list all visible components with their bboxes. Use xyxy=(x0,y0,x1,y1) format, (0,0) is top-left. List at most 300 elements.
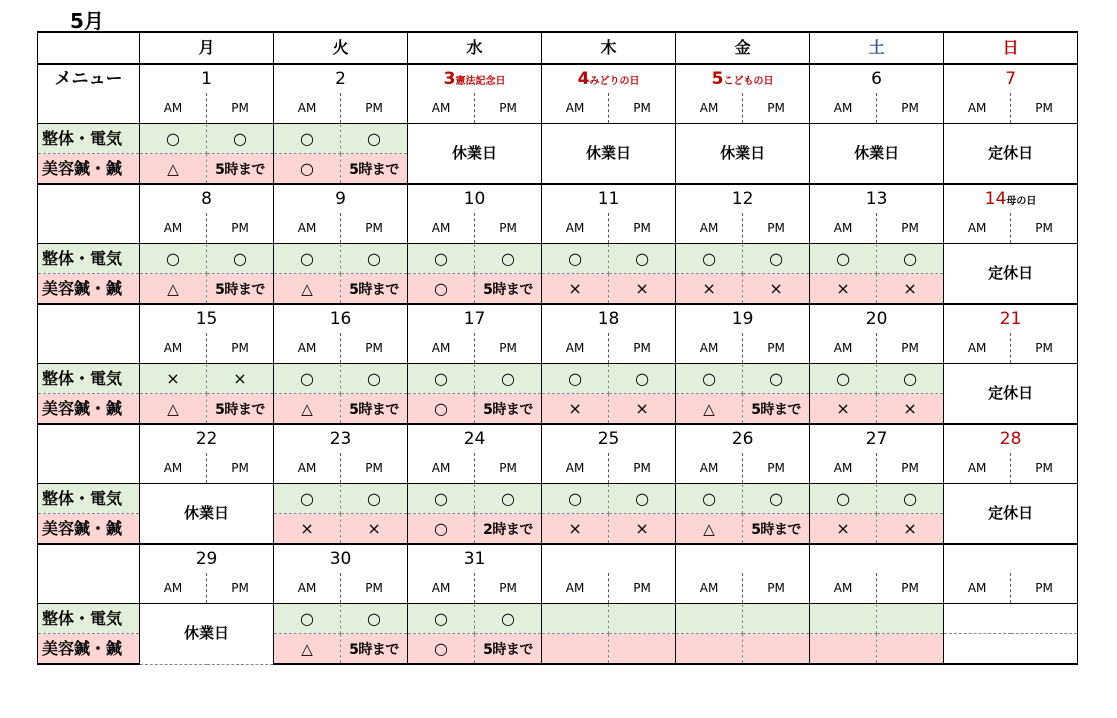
am-label: AM xyxy=(944,453,1011,484)
pm-status xyxy=(341,604,408,634)
menu-header xyxy=(38,424,140,484)
availability-mark: × xyxy=(233,368,247,388)
menu-label-biyoshin: 美容鍼・鍼 xyxy=(38,274,140,305)
pm-label: PM xyxy=(743,333,810,364)
availability-mark: × xyxy=(836,518,850,538)
pm-status xyxy=(207,244,274,274)
pm-label: PM xyxy=(1011,333,1078,364)
availability-mark: ○ xyxy=(166,128,180,148)
day-number: 21 xyxy=(999,308,1022,329)
pm-label: PM xyxy=(877,573,944,604)
day-number: 13 xyxy=(865,188,888,209)
am-label: AM xyxy=(140,573,207,604)
availability-mark: ○ xyxy=(836,248,851,268)
am-status xyxy=(810,244,877,274)
pm-status xyxy=(609,604,676,634)
day-number-cell xyxy=(408,64,542,93)
pm-status xyxy=(743,514,810,545)
pm-label: PM xyxy=(475,453,542,484)
pm-label: PM xyxy=(1011,93,1078,124)
pm-status xyxy=(877,364,944,394)
pm-label: PM xyxy=(341,213,408,244)
day-number: 6 xyxy=(871,68,882,89)
availability-mark: ○ xyxy=(903,248,918,268)
day-number: 1 xyxy=(201,68,212,89)
am-label: AM xyxy=(140,213,207,244)
am-status xyxy=(274,484,341,514)
day-number: 12 xyxy=(731,188,754,209)
day-number-cell xyxy=(944,424,1078,453)
am-status xyxy=(810,274,877,305)
pm-status xyxy=(341,274,408,305)
day-number-cell xyxy=(542,424,676,453)
closed-status: 定休日 xyxy=(944,124,1078,185)
am-label: AM xyxy=(810,453,877,484)
menu-header: メニュー xyxy=(38,64,140,124)
day-number-cell xyxy=(676,184,810,213)
day-number-cell xyxy=(274,184,408,213)
availability-mark: ○ xyxy=(501,488,516,508)
pm-status xyxy=(207,364,274,394)
pm-status xyxy=(341,394,408,425)
availability-mark: △ xyxy=(703,519,715,538)
day-number: 19 xyxy=(731,308,754,329)
availability-mark: ○ xyxy=(702,368,717,388)
weekday-header: 日 xyxy=(944,32,1078,64)
pm-label: PM xyxy=(743,453,810,484)
day-number: 25 xyxy=(597,428,620,449)
menu-label-biyoshin: 美容鍼・鍼 xyxy=(38,514,140,545)
am-status xyxy=(810,634,877,665)
am-status xyxy=(274,394,341,425)
am-status xyxy=(274,364,341,394)
day-number-cell xyxy=(140,184,274,213)
corner-cell xyxy=(38,32,140,64)
availability-mark: ○ xyxy=(434,398,449,418)
availability-mark: ○ xyxy=(568,488,583,508)
availability-mark: 5時まで xyxy=(349,401,399,418)
availability-mark: × xyxy=(635,398,649,418)
am-status xyxy=(274,154,341,185)
am-label: AM xyxy=(542,333,609,364)
am-label: AM xyxy=(408,213,475,244)
am-label: AM xyxy=(274,213,341,244)
am-status xyxy=(542,634,609,665)
availability-mark: × xyxy=(166,368,180,388)
am-status xyxy=(676,514,743,545)
day-number: 18 xyxy=(597,308,620,329)
am-label: AM xyxy=(274,333,341,364)
availability-mark: ○ xyxy=(635,488,650,508)
availability-mark: ○ xyxy=(568,368,583,388)
am-status xyxy=(274,514,341,545)
availability-mark: × xyxy=(903,278,917,298)
am-label: AM xyxy=(542,573,609,604)
closed-status: 休業日 xyxy=(140,484,274,545)
availability-mark: ○ xyxy=(568,248,583,268)
availability-mark: ○ xyxy=(769,368,784,388)
am-status xyxy=(676,634,743,665)
pm-status xyxy=(475,244,542,274)
pm-status xyxy=(341,154,408,185)
am-label: AM xyxy=(676,93,743,124)
day-number-cell xyxy=(810,544,944,573)
day-number-cell xyxy=(274,544,408,573)
am-status xyxy=(140,154,207,185)
am-status xyxy=(542,484,609,514)
menu-label-seitai: 整体・電気 xyxy=(38,244,140,274)
availability-mark: × xyxy=(903,398,917,418)
day-number: 9 xyxy=(335,188,346,209)
day-number: 7 xyxy=(1005,68,1017,89)
availability-mark: × xyxy=(568,278,582,298)
availability-mark: ○ xyxy=(233,128,247,148)
pm-status xyxy=(877,634,944,665)
pm-label: PM xyxy=(341,573,408,604)
day-number-cell xyxy=(140,424,274,453)
availability-mark: 5時まで xyxy=(751,401,801,418)
availability-mark: × xyxy=(836,278,850,298)
pm-status xyxy=(877,514,944,545)
day-number: 5 xyxy=(711,68,724,89)
pm-label: PM xyxy=(743,573,810,604)
am-status xyxy=(274,244,341,274)
availability-mark: ○ xyxy=(233,248,247,268)
pm-label: PM xyxy=(1011,453,1078,484)
availability-mark: × xyxy=(903,518,917,538)
am-status xyxy=(140,244,207,274)
am-status xyxy=(542,604,609,634)
availability-mark: △ xyxy=(301,639,313,658)
availability-mark: ○ xyxy=(702,248,717,268)
menu-header xyxy=(38,304,140,364)
weekday-header: 水 xyxy=(408,32,542,64)
pm-status xyxy=(609,274,676,305)
day-number: 2 xyxy=(335,68,346,89)
availability-mark: ○ xyxy=(300,608,314,628)
weekday-header: 木 xyxy=(542,32,676,64)
availability-mark: × xyxy=(635,278,649,298)
am-label: AM xyxy=(810,333,877,364)
pm-label: PM xyxy=(877,93,944,124)
am-status xyxy=(274,124,341,154)
day-number: 4 xyxy=(577,68,590,89)
availability-mark: ○ xyxy=(434,488,449,508)
am-label: AM xyxy=(676,213,743,244)
pm-status xyxy=(743,634,810,665)
pm-status xyxy=(475,514,542,545)
pm-status xyxy=(743,604,810,634)
availability-mark: 5時まで xyxy=(215,401,265,418)
availability-mark: × xyxy=(300,518,314,538)
day-number-cell xyxy=(140,304,274,333)
pm-label: PM xyxy=(609,93,676,124)
availability-mark: ○ xyxy=(300,128,314,148)
schedule-calendar xyxy=(37,31,1078,665)
am-status xyxy=(408,244,475,274)
pm-label: PM xyxy=(475,333,542,364)
pm-label: PM xyxy=(341,333,408,364)
am-label: AM xyxy=(944,573,1011,604)
day-number: 22 xyxy=(195,428,218,449)
am-label: AM xyxy=(274,453,341,484)
am-status xyxy=(140,124,207,154)
availability-mark: ○ xyxy=(903,488,918,508)
menu-label-biyoshin: 美容鍼・鍼 xyxy=(38,154,140,185)
availability-mark: ○ xyxy=(367,608,381,628)
weekday-header: 金 xyxy=(676,32,810,64)
availability-mark: ○ xyxy=(367,248,381,268)
day-number: 28 xyxy=(999,428,1022,449)
day-number: 24 xyxy=(463,428,486,449)
pm-label: PM xyxy=(743,93,810,124)
pm-label: PM xyxy=(609,573,676,604)
availability-mark: ○ xyxy=(501,248,516,268)
am-status xyxy=(408,604,475,634)
closed-status: 定休日 xyxy=(944,364,1078,425)
day-number: 26 xyxy=(731,428,754,449)
pm-label: PM xyxy=(1011,573,1078,604)
day-number-cell xyxy=(944,64,1078,93)
availability-mark: ○ xyxy=(635,248,650,268)
menu-header xyxy=(38,544,140,604)
am-label: AM xyxy=(676,333,743,364)
day-number: 11 xyxy=(597,188,620,209)
availability-mark: × xyxy=(367,518,381,538)
closed-status: 休業日 xyxy=(140,604,274,665)
availability-mark: × xyxy=(769,278,783,298)
am-label: AM xyxy=(140,453,207,484)
pm-status xyxy=(341,634,408,665)
weekday-header: 土 xyxy=(810,32,944,64)
am-status xyxy=(274,274,341,305)
holiday-name: 憲法記念日 xyxy=(455,75,506,87)
availability-mark: 5時まで xyxy=(349,641,399,658)
pm-label: PM xyxy=(877,213,944,244)
day-number: 30 xyxy=(329,548,352,569)
am-label: AM xyxy=(274,573,341,604)
pm-label: PM xyxy=(609,453,676,484)
am-label: AM xyxy=(810,93,877,124)
closed-status: 定休日 xyxy=(944,484,1078,545)
pm-label: PM xyxy=(609,213,676,244)
availability-mark: ○ xyxy=(836,368,851,388)
availability-mark: ○ xyxy=(300,158,314,178)
pm-status xyxy=(609,394,676,425)
pm-status xyxy=(877,244,944,274)
am-label: AM xyxy=(944,333,1011,364)
pm-status xyxy=(877,394,944,425)
availability-mark: ○ xyxy=(434,248,449,268)
pm-status xyxy=(341,364,408,394)
availability-mark: 5時まで xyxy=(215,281,265,298)
day-number-cell xyxy=(944,544,1078,573)
am-status xyxy=(810,484,877,514)
availability-mark: ○ xyxy=(903,368,918,388)
availability-mark: ○ xyxy=(434,638,449,658)
day-number-cell xyxy=(542,544,676,573)
pm-label: PM xyxy=(475,573,542,604)
day-number: 31 xyxy=(463,548,486,569)
availability-mark: 5時まで xyxy=(483,641,533,658)
availability-mark: × xyxy=(568,398,582,418)
availability-mark: ○ xyxy=(300,488,314,508)
day-number-cell xyxy=(676,544,810,573)
pm-status xyxy=(475,394,542,425)
day-number-cell xyxy=(810,424,944,453)
pm-status xyxy=(743,244,810,274)
closed-status: 休業日 xyxy=(810,124,944,185)
menu-label-seitai: 整体・電気 xyxy=(38,124,140,154)
pm-status xyxy=(207,124,274,154)
pm-status xyxy=(341,514,408,545)
availability-mark: △ xyxy=(167,399,179,418)
day-number-cell xyxy=(542,304,676,333)
am-label: AM xyxy=(542,213,609,244)
menu-label-biyoshin: 美容鍼・鍼 xyxy=(38,394,140,425)
am-label: AM xyxy=(944,213,1011,244)
am-label: AM xyxy=(542,453,609,484)
pm-label: PM xyxy=(207,93,274,124)
availability-mark: 5時まで xyxy=(349,161,399,178)
availability-mark: ○ xyxy=(702,488,717,508)
availability-mark: × xyxy=(635,518,649,538)
availability-mark: ○ xyxy=(367,128,381,148)
availability-mark: △ xyxy=(167,279,179,298)
day-number: 8 xyxy=(201,188,212,209)
day-number-cell xyxy=(810,184,944,213)
am-label: AM xyxy=(274,93,341,124)
menu-header xyxy=(38,184,140,244)
am-label: AM xyxy=(408,93,475,124)
am-status xyxy=(140,394,207,425)
day-number-cell xyxy=(274,64,408,93)
pm-status xyxy=(207,274,274,305)
pm-label: PM xyxy=(1011,213,1078,244)
am-label: AM xyxy=(542,93,609,124)
day-number-cell xyxy=(274,424,408,453)
day-number: 17 xyxy=(463,308,486,329)
pm-label: PM xyxy=(877,333,944,364)
menu-label-seitai: 整体・電気 xyxy=(38,484,140,514)
day-number: 14 xyxy=(984,188,1007,209)
pm-status xyxy=(207,154,274,185)
availability-mark: 5時まで xyxy=(349,281,399,298)
am-status xyxy=(810,364,877,394)
pm-status xyxy=(475,484,542,514)
pm-status xyxy=(207,394,274,425)
pm-status xyxy=(475,274,542,305)
availability-mark: △ xyxy=(167,159,179,178)
closed-status: 定休日 xyxy=(944,244,1078,305)
closed-status: 休業日 xyxy=(408,124,542,185)
day-number: 20 xyxy=(865,308,888,329)
pm-status xyxy=(475,364,542,394)
pm-status xyxy=(743,484,810,514)
pm-label: PM xyxy=(207,333,274,364)
availability-mark: × xyxy=(568,518,582,538)
availability-mark: × xyxy=(836,398,850,418)
month-title: 5月 xyxy=(70,9,104,33)
menu-label-seitai: 整体・電気 xyxy=(38,364,140,394)
day-number-cell xyxy=(676,64,810,93)
availability-mark: ○ xyxy=(501,608,516,628)
am-status xyxy=(408,394,475,425)
availability-mark: ○ xyxy=(434,608,449,628)
am-label: AM xyxy=(408,333,475,364)
availability-mark: △ xyxy=(301,279,313,298)
pm-status xyxy=(743,274,810,305)
am-status xyxy=(810,604,877,634)
pm-status xyxy=(743,394,810,425)
pm-status xyxy=(475,634,542,665)
weekday-header: 月 xyxy=(140,32,274,64)
day-number-cell xyxy=(810,304,944,333)
am-status xyxy=(676,604,743,634)
day-number-cell xyxy=(408,184,542,213)
am-status xyxy=(676,364,743,394)
day-number-cell xyxy=(944,304,1078,333)
availability-mark: ○ xyxy=(501,368,516,388)
pm-label: PM xyxy=(207,453,274,484)
day-number-cell xyxy=(676,304,810,333)
availability-mark: ○ xyxy=(367,368,381,388)
weekday-header: 火 xyxy=(274,32,408,64)
availability-mark: △ xyxy=(301,399,313,418)
am-status xyxy=(542,514,609,545)
closed-status: 休業日 xyxy=(676,124,810,185)
availability-mark: 5時まで xyxy=(483,281,533,298)
pm-status xyxy=(341,484,408,514)
pm-label: PM xyxy=(743,213,810,244)
am-status xyxy=(542,244,609,274)
am-status xyxy=(542,394,609,425)
day-number-cell xyxy=(542,184,676,213)
am-status xyxy=(542,274,609,305)
availability-mark: ○ xyxy=(367,488,381,508)
am-status xyxy=(274,604,341,634)
am-status xyxy=(810,394,877,425)
am-status xyxy=(676,484,743,514)
day-number-cell xyxy=(140,544,274,573)
day-number-cell xyxy=(944,184,1078,213)
availability-mark: ○ xyxy=(434,278,449,298)
pm-label: PM xyxy=(341,93,408,124)
day-number: 15 xyxy=(195,308,218,329)
holiday-name: みどりの日 xyxy=(589,75,640,87)
pm-status xyxy=(609,514,676,545)
am-status xyxy=(542,364,609,394)
availability-mark: ○ xyxy=(300,248,314,268)
pm-status xyxy=(877,604,944,634)
day-number: 29 xyxy=(195,548,218,569)
availability-mark: 5時まで xyxy=(483,401,533,418)
pm-status xyxy=(877,274,944,305)
empty-cell xyxy=(944,604,1078,634)
am-label: AM xyxy=(140,93,207,124)
holiday-name: 母の日 xyxy=(1006,195,1037,207)
am-label: AM xyxy=(140,333,207,364)
day-number: 16 xyxy=(329,308,352,329)
pm-status xyxy=(609,634,676,665)
empty-cell xyxy=(944,634,1078,665)
am-status xyxy=(408,484,475,514)
am-status xyxy=(676,244,743,274)
pm-label: PM xyxy=(475,93,542,124)
day-number-cell xyxy=(676,424,810,453)
availability-mark: ○ xyxy=(769,248,784,268)
am-status xyxy=(140,274,207,305)
